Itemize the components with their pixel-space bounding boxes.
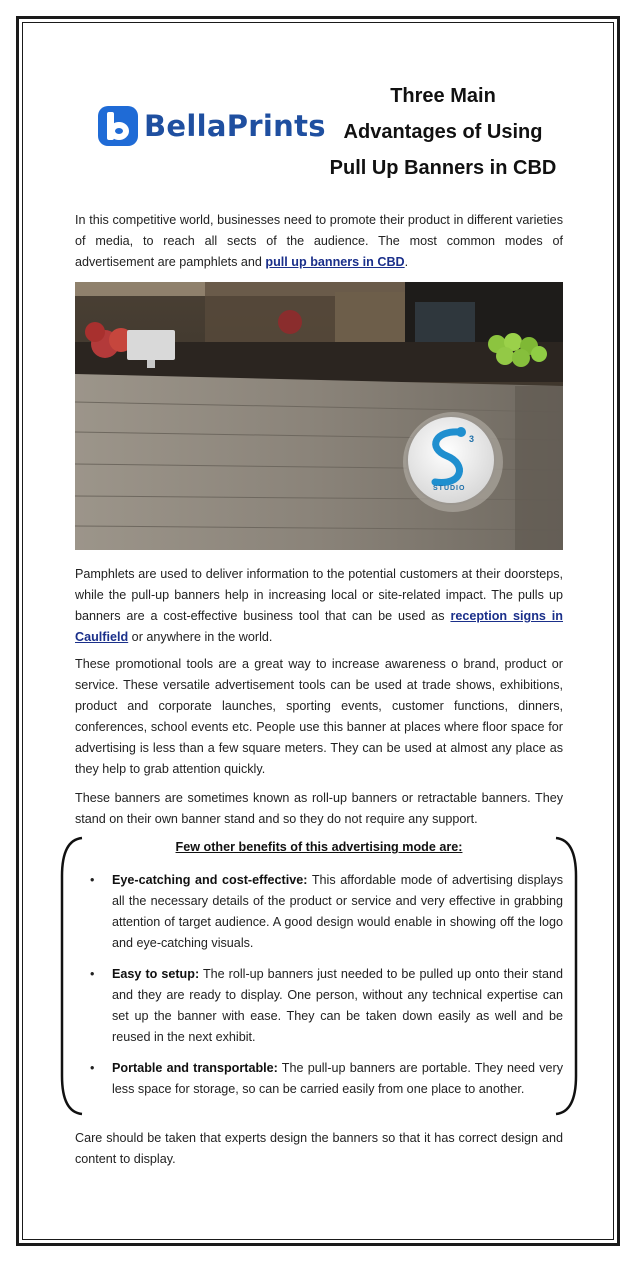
roll-up-banners-paragraph: These banners are sometimes known as roll-up banners or retractable banners. They stand on their own banner stand and so they do not require any support. [75, 791, 563, 826]
pamphlets-text-end: or anywhere in the world. [128, 630, 273, 644]
benefit-text: This affordable mode of advertising displays all the necessary details of the product or service and very effective in grabbing attention of target audience. A good design would enable in showing off the logo and eye-catching visuals. [112, 873, 563, 950]
left-bracket [60, 836, 84, 1116]
list-item: • Portable and transportable: The pull-up banners are portable. They need very less space for storage, so can be carried easily from one place to another. [90, 1061, 563, 1096]
logo-b-icon [98, 106, 138, 146]
benefits-box [60, 836, 578, 1116]
benefit-title: Eye-catching and cost-effective: [112, 873, 308, 887]
title-line-1: Three Main [390, 85, 496, 107]
benefit-text: The roll-up banners just needed to be pulled up onto their stand and they are ready to display. One person, without any technical expertise can set up the banner with ease. They can be taken down easily as well and be reused in the next exhibit. [112, 967, 564, 1044]
benefit-title: Portable and transportable: [112, 1061, 278, 1075]
pull-up-banners-cbd-link[interactable]: pull up banners in CBD [265, 255, 405, 269]
list-item: • Easy to setup: The roll-up banners just needed to be pulled up onto their stand and they are ready to display. One person, without any technical expertise can set up the banner with ease. They can be taken down easily as well and be reused in the next exhibit. [90, 967, 564, 1044]
pamphlets-paragraph [75, 564, 563, 648]
reception-signs-caulfield-link[interactable]: reception signs in Caulfield [75, 609, 563, 644]
studio-sign-mark: 3 [469, 434, 475, 444]
list-item: • Eye-catching and cost-effective: This affordable mode of advertising displays all the necessary details of the product or service and very effective in grabbing attention of target audience. A good design would enable in showing off the logo and eye-catching visuals. [90, 873, 563, 950]
reception-desk-photo [75, 282, 563, 550]
benefit-text: The pull-up banners are portable. They need very less space for storage, so can be carried easily from one place to another. [112, 1061, 563, 1096]
logo-text: BellaPrints [144, 109, 326, 143]
promotional-tools-paragraph: These promotional tools are a great way to increase awareness o brand, product or service. These versatile advertisement tools can be used at trade shows, exhibitions, product and corporate launches, sporting events, customer functions, dinners, conferences, school events etc. People use this banner at places where floor space for advertising is less than a few square meters. They can be used at almost any place as they help to grab attention quickly. [75, 657, 563, 776]
title-line-2: Advantages of Using [343, 121, 543, 143]
intro-paragraph [75, 210, 563, 273]
benefit-title: Easy to setup: [112, 967, 200, 981]
pamphlets-text: Pamphlets are used to deliver information to the potential customers at their doorsteps, while the pull-up banners help in increasing local or site-related impact. The pulls up banners are a cost-effective business tool that can be used as [75, 567, 563, 623]
title-line-3: Pull Up Banners in CBD [329, 157, 557, 179]
bellaprints-logo [98, 104, 326, 148]
closing-paragraph: Care should be taken that experts design the banners so that it has correct design and content to display. [75, 1131, 563, 1166]
benefits-list [90, 870, 564, 1110]
page-title [318, 78, 568, 186]
benefits-heading: Few other benefits of this advertising mode are: [175, 840, 463, 854]
intro-text: In this competitive world, businesses need to promote their product in different varieties of media, to reach all sects of the audience. The most common modes of advertisement are pamphlets and [75, 213, 563, 269]
intro-text-end: . [404, 255, 409, 269]
studio-sign-text: STUDIO [433, 485, 466, 492]
